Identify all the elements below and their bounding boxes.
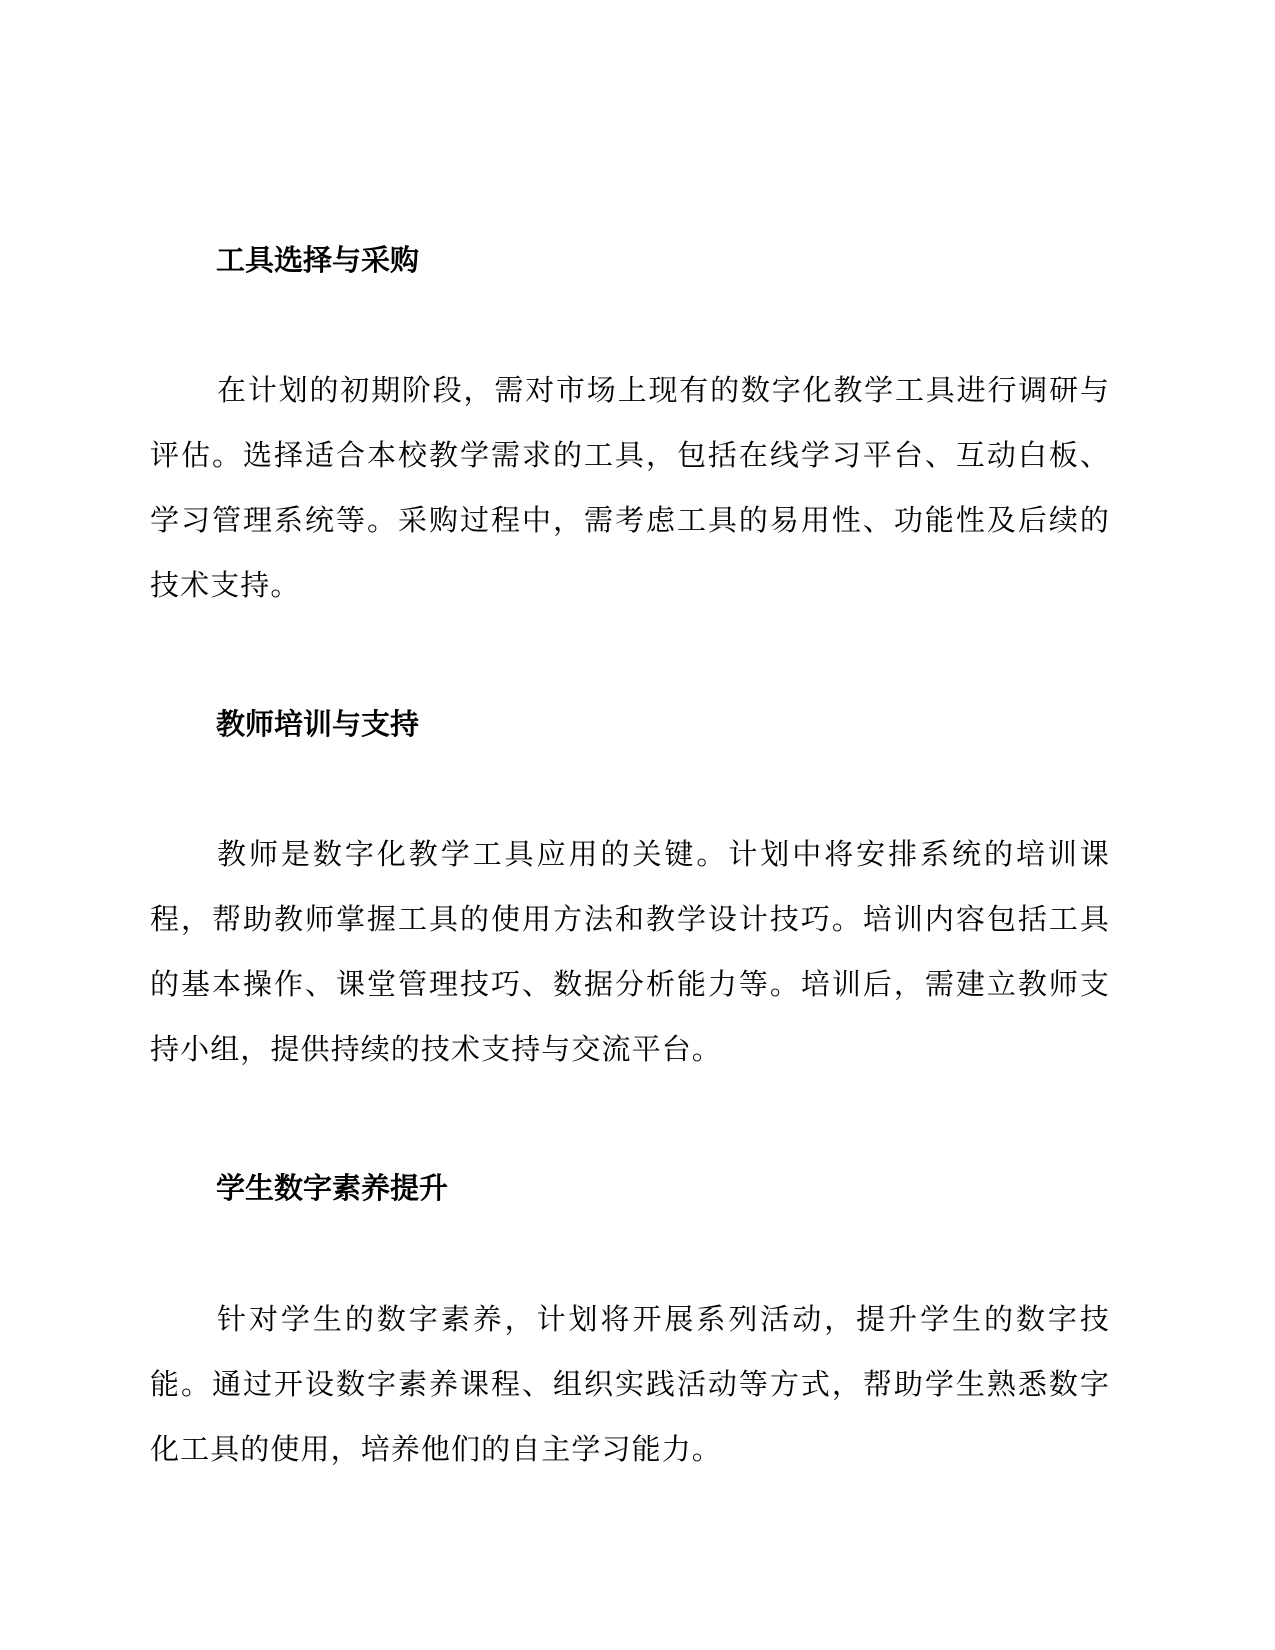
section-heading-tool-selection: 工具选择与采购 — [216, 243, 420, 277]
section-heading-student-literacy: 学生数字素养提升 — [216, 1171, 449, 1205]
section-heading-teacher-training: 教师培训与支持 — [216, 707, 420, 741]
section-paragraph-teacher-training: 教师是数字化教学工具应用的关键。计划中将安排系统的培训课程，帮助教师掌握工具的使用方法和教学设计技巧。培训内容包括工具的基本操作、课堂管理技巧、数据分析能力等。培训后，需建立教师支持小组，提供持续的技术支持与交流平台。 — [150, 837, 1110, 1066]
section-paragraph-tool-selection: 在计划的初期阶段，需对市场上现有的数字化教学工具进行调研与评估。选择适合本校教学需求的工具，包括在线学习平台、互动白板、学习管理系统等。采购过程中，需考虑工具的易用性、功能性及后续的技术支持。 — [150, 373, 1110, 602]
section-paragraph-student-literacy: 针对学生的数字素养，计划将开展系列活动，提升学生的数字技能。通过开设数字素养课程、组织实践活动等方式，帮助学生熟悉数字化工具的使用，培养他们的自主学习能力。 — [150, 1302, 1110, 1466]
